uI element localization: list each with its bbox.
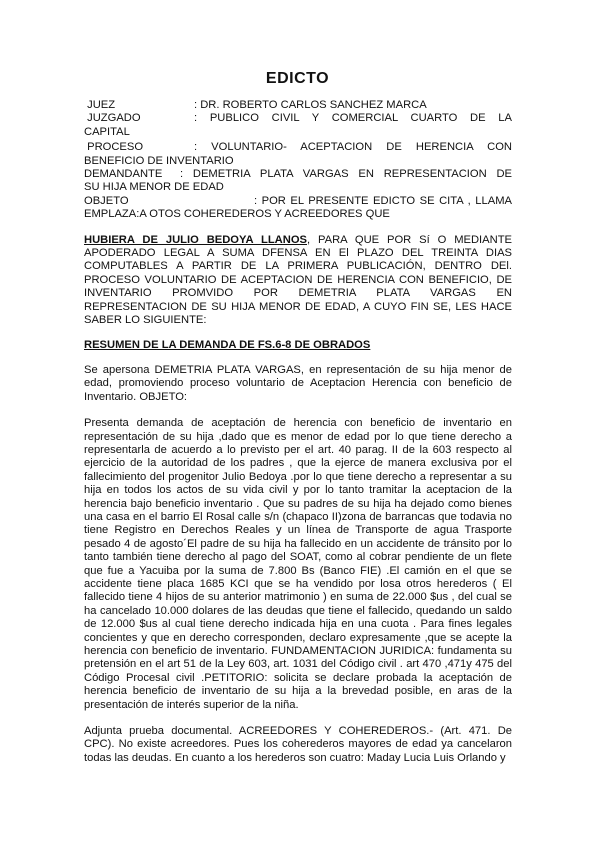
section-title: RESUMEN DE LA DEMANDA DE FS.6-8 DE OBRADOS [84,338,371,351]
paragraph-3: Adjunta prueba documental. ACREEDORES Y COHEREDEROS.- (Art. 471. De CPC). No existe acreedores. Pues los coherederos mayores de edad ya cancelaron todas las deudas. En cuanto a los herederos son cuatro: Maday Lucia Luis Orlando y [84,725,512,764]
paragraph-1: Se apersona DEMETRIA PLATA VARGAS, en representación de su hija menor de edad, promoviendo proceso voluntario de Aceptacion Herencia con beneficio de Inventario. OBJETO: [84,363,512,403]
proceso-label: PROCESO [84,141,144,154]
proceso-value: : VOLUNTARIO- ACEPTACION DE HERENCIA CON [194,141,512,154]
intro-paragraph [84,234,512,328]
document-title: EDICTO [265,70,330,87]
demandante-value: : DEMETRIA PLATA VARGAS EN REPRESENTACION DE [180,168,512,181]
header-proceso [84,141,512,154]
juzgado-label: JUZGADO [84,112,141,125]
document-body [84,99,512,765]
intro-bold: HUBIERA DE JULIO BEDOYA LLANOS [84,233,307,246]
juez-label: JUEZ [84,99,116,111]
objeto-label: OBJETO [84,194,129,207]
demandante-cont: SU HIJA MENOR DE EDAD [84,181,224,194]
header-objeto [84,195,512,208]
juez-value: : DR. ROBERTO CARLOS SANCHEZ MARCA [194,99,427,111]
juzgado-value: : PUBLICO CIVIL Y COMERCIAL CUARTO DE LA [194,112,512,125]
header-juzgado [84,112,512,125]
paragraph-2: Presenta demanda de aceptación de herencia con beneficio de inventario en representación de su hija ,dado que es menor de edad por lo que tiene derecho a representarla de acuerdo a lo previsto per el art. 40 parag. II de la 603 respecto al ejercicio de la autoridad de los padres , que la ejerce de manera exclusiva por el fallecimiento del progenitor Julio Bedoya .por lo que tiene derecho a representar a su hija en todos los actos de su vida civil y por lo tanto tramitar la aceptacion de la herencia bajo beneficio inventario . Que su padres de su hija ha dejado como bienes una casa en el barrio El Rosal calle s/n (chapaco II)zona de barrancas que todavia no tiene Registro en Derechos Reales y un línea de Transporte de agua Trasporte pesado 4 de agosto´El padre de su hija ha fallecido en un accidente de tránsito por lo tanto también tiene derecho al pago del SOAT, como al cobrar pendiente de un flete que fue a Yacuiba por la suma de 7.800 Bs (Banco FIE) .El camión en el que se accidente tiene placa 1685 KCI que se ha vendido por losa otros herederos ( El fallecido tiene 4 hijos de su anterior matrimonio ) en suma de 22.000 $us , del cual se ha cancelado 10.000 dolares de las deudas que tiene el fallecido, quedando un saldo de 12.000 $us al cual tiene derecho indicada hija en una cuota . Para fines legales concientes y que en derecho corresponden, declaro expresamente ,que se acepte la herencia con beneficio de inventario. FUNDAMENTACION JURIDICA: fundamenta su pretensión en el art 51 de la Ley 603, art. 1031 del Código civil . art 470 ,471y 475 del Código Procesal civil .PETITORIO: solicita se declare probada la aceptación de herencia beneficio de inventario de su hija a la brevedad posible, en aras de la presentación de interés superior de la niña. [84,417,512,711]
juzgado-cont: CAPITAL [84,125,130,138]
intro-rest: , PARA QUE POR Sí O MEDIANTE APODERADO LEGAL A SUMA DFENSA EN El PLAZO DEL TREINTA DIAS COMPUTABLES A PARTIR DE LA PRIMERA PUBLICACIÓN, DENTRO DEl. PROCESO VOLUNTARIO DE ACEPTACION DE HERENCIA CON BENEFICIO, DE INVENTARIO PROMVIDO POR DEMETRIA PLATA VARGAS EN REPRESENTACION DE SU HIJA MENOR DE EDAD, A CUYO FIN SE, LES HACE SABER LO SIGUIENTE: [84,233,512,327]
demandante-label: DEMANDANTE [84,168,163,181]
proceso-cont: BENEFICIO DE INVENTARIO [84,154,234,167]
objeto-value: : POR EL PRESENTE EDICTO SE CITA , LLAMA [254,194,512,207]
header-juez [84,99,512,112]
header-demandante [84,168,512,181]
objeto-cont: EMPLAZA:A OTOS COHEREDEROS Y ACREEDORES QUE [84,208,390,221]
